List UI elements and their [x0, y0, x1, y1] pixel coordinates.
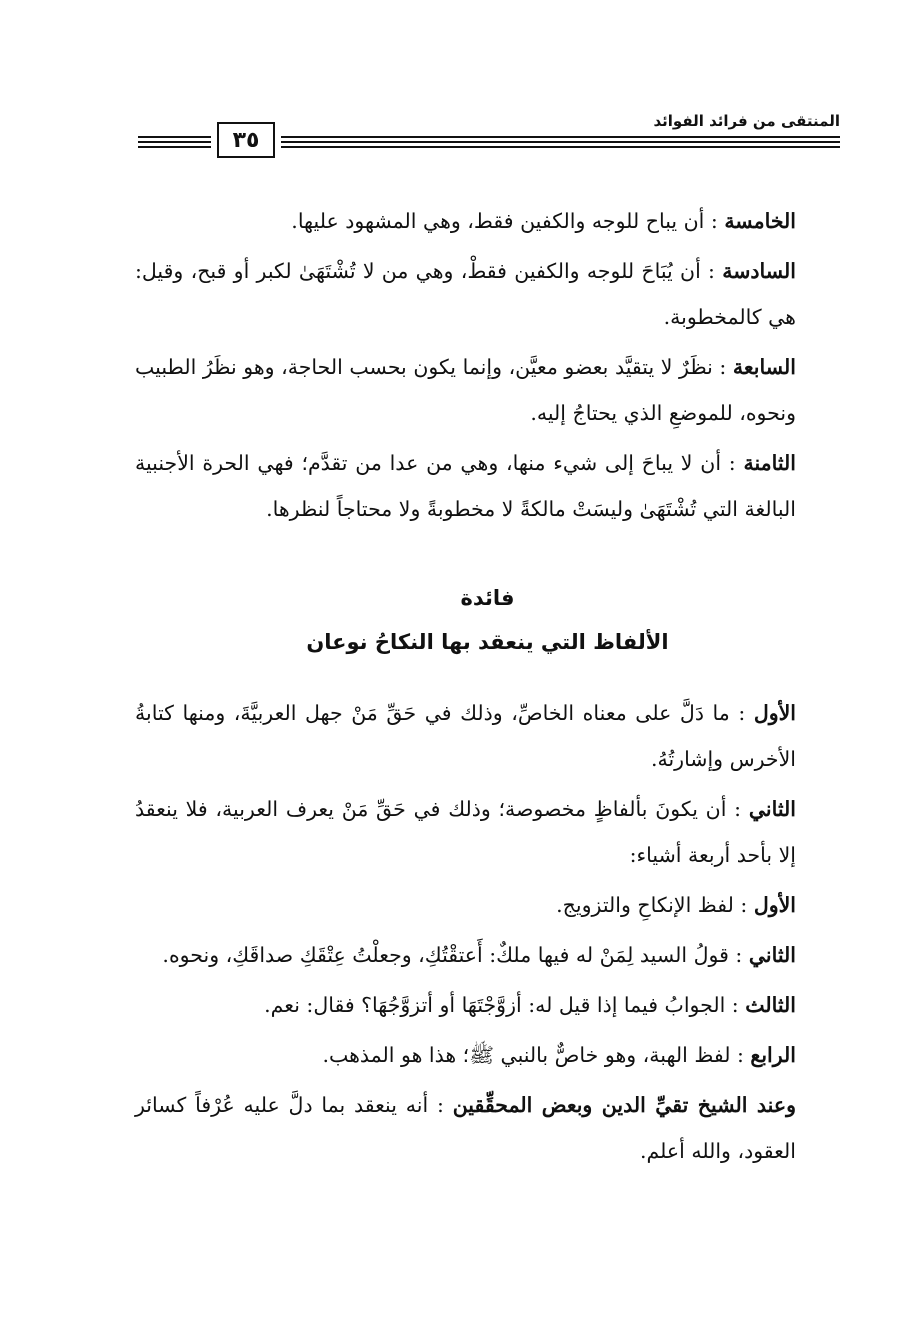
paragraph-lead: الثاني: [748, 943, 796, 967]
page-number: ٣٥: [217, 122, 275, 158]
paragraph-item-3: [135, 982, 840, 1028]
paragraph-second-type: [135, 786, 840, 878]
paragraph-lead: الثاني: [748, 797, 796, 821]
paragraph-lead: الأول: [753, 701, 796, 725]
paragraph-lead: السابعة: [732, 355, 796, 379]
paragraph-item-1: [135, 882, 840, 928]
paragraph-text: : نظَرٌ لا يتقيَّد بعضو معيَّن، وإنما يكون بحسب الحاجة، وهو نظَرُ الطبيب ونحوه، للموضعِ الذي يحتاجُ إليه.: [135, 355, 796, 425]
paragraph-text: : أن لا يباحَ إلى شيء منها، وهي من عدا من تقدَّم؛ فهي الحرة الأجنبية البالغة التي تُشْتَهَىٰ وليسَتْ مالكةً لا مخطوبةً ولا محتاجاً لنظرها.: [135, 451, 796, 521]
paragraph-first-type: [135, 690, 840, 782]
paragraph-text: : أن يباح للوجه والكفين فقط، وهي المشهود عليها.: [291, 209, 718, 233]
paragraph-sixth: [135, 248, 840, 340]
paragraph-lead: الثامنة: [743, 451, 796, 475]
paragraph-lead: السادسة: [722, 259, 796, 283]
paragraph-eighth: [135, 440, 840, 532]
paragraph-text: : لفظ الإنكاحِ والتزويج.: [556, 893, 748, 917]
header-rule-left: [138, 136, 211, 148]
spacer: [135, 536, 840, 576]
paragraph-lead: الثالث: [745, 993, 796, 1017]
paragraph-text: : أن يُبَاحَ للوجه والكفين فقطْ، وهي من لا تُشْتَهَىٰ لكبر أو قبح، وقيل: هي كالمخطوبة.: [135, 259, 796, 329]
paragraph-item-4: [135, 1032, 840, 1078]
paragraph-text: : أنه ينعقد بما دلَّ عليه عُرْفاً كسائر العقود، والله أعلم.: [135, 1093, 796, 1163]
running-title: المنتقى من فرائد الفوائد: [653, 112, 840, 130]
paragraph-item-2: [135, 932, 840, 978]
paragraph-text: : قولُ السيد لِمَنْ له فيها ملكٌ: أَعتقْتُكِ، وجعلْتُ عِتْقَكِ صداقَكِ، ونحوه.: [162, 943, 743, 967]
paragraph-text: : الجوابُ فيما إذا قيل له: أزوَّجْتَهَا أو أتزوَّجُهَا؟ فقال: نعم.: [264, 993, 739, 1017]
paragraph-seventh: [135, 344, 840, 436]
paragraph-fifth: [135, 198, 840, 244]
spacer: [135, 664, 840, 690]
running-header: [138, 112, 840, 156]
paragraph-lead: وعند الشيخ تقيِّ الدين وبعض المحقِّقين: [452, 1093, 796, 1117]
paragraph-lead: الرابع: [750, 1043, 796, 1067]
paragraph-lead: الأول: [753, 893, 796, 917]
paragraph-text: : أن يكونَ بألفاظٍ مخصوصة؛ وذلك في حَقِّ مَنْ يعرف العربية، فلا ينعقدُ إلا بأحد أربعة أشياء:: [135, 797, 796, 867]
paragraph-text: : ما دَلَّ على معناه الخاصِّ، وذلك في حَقِّ مَنْ جهل العربيَّةَ، ومنها كتابةُ الأخرس وإشارتُهُ.: [135, 701, 796, 771]
faida-subtitle: الألفاظ التي ينعقد بها النكاحُ نوعان: [306, 630, 669, 654]
paragraph-text: : لفظ الهبة، وهو خاصٌّ بالنبي ﷺ؛ هذا هو المذهب.: [322, 1043, 744, 1067]
page-body: [135, 198, 840, 1178]
paragraph-lead: الخامسة: [724, 209, 796, 233]
faida-title: فائدة: [460, 586, 515, 610]
header-rule-right: [281, 136, 840, 148]
paragraph-sheikh-opinion: [135, 1082, 840, 1174]
